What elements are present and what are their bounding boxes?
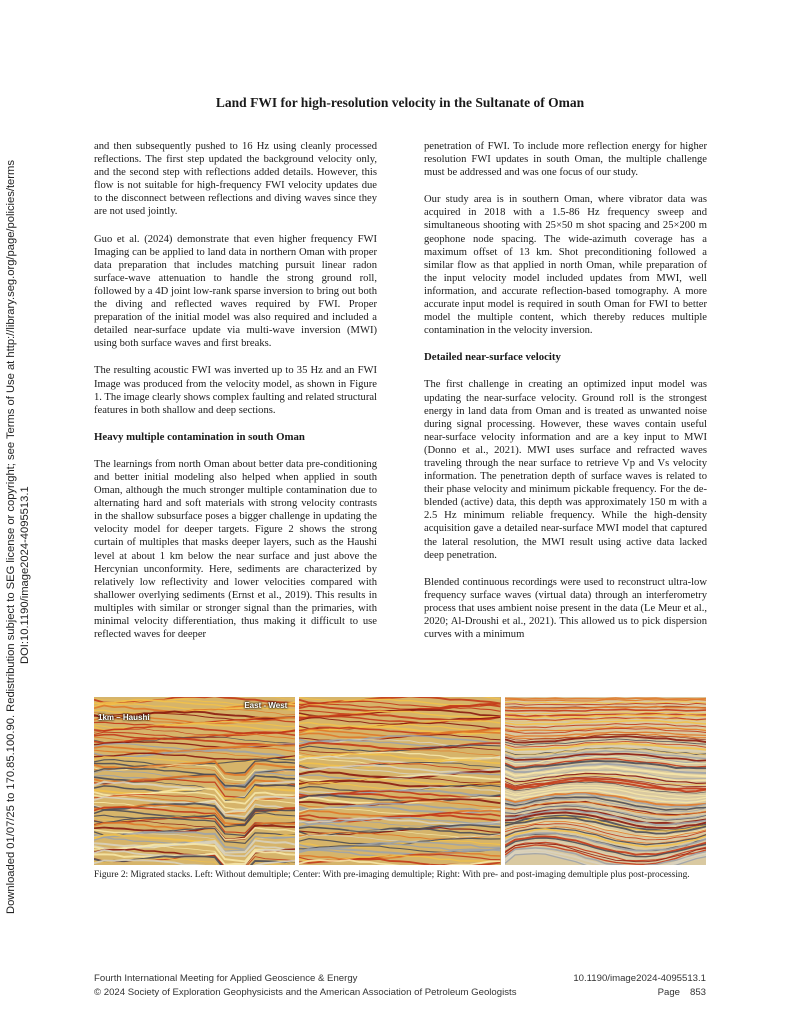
right-column: [424, 140, 707, 655]
paragraph: Blended continuous recordings were used to reconstruct ultra-low frequency surface waves (virtual data) through an interferometry process that uses ambient noise present in the data (Le Meur et al., 2020; Al-Droushi et al., 2021). This allowed us to pick dispersion curves with a minimum: [424, 576, 707, 641]
page-label: Page: [657, 987, 680, 998]
download-notice-line1: Downloaded 01/07/25 to 170.85.100.90. Redistribution subject to SEG license or copyright; see Terms of Use at http://library.seg.org/page/policies/terms: [5, 160, 17, 914]
seismic-panel-pre-imaging-demultiple: [299, 697, 500, 865]
figure-caption: Figure 2: Migrated stacks. Left: Without demultiple; Center: With pre-imaging demultiple; Right: With pre- and post-imaging demultiple plus post-processing.: [94, 870, 690, 880]
page-footer: [94, 972, 706, 1000]
paragraph: Guo et al. (2024) demonstrate that even higher frequency FWI Imaging can be applied to land data in northern Oman with proper data preparation that includes matching pursuit linear radon surface-wave attenuation to handle the strong ground roll, followed by a 4D joint low-rank sparse inversion to bring out both the diving and reflected waves required by FWI. Proper preparation of the initial model was also required and included a detailed near-surface update via multi-wave inversion (MWI) using both surface waves and first breaks.: [94, 233, 377, 350]
page-number: 853: [689, 987, 706, 998]
paragraph: The resulting acoustic FWI was inverted up to 35 Hz and an FWI Image was produced from the velocity model, as shown in Figure 1. The image clearly shows complex faulting and related structural features in both shallow and deep sections.: [94, 365, 377, 416]
paragraph: Our study area is in southern Oman, where vibrator data was acquired in 2018 with a 1.5-86 Hz frequency sweep and simultaneous shooting with 25×50 m shot spacing and 25×200 m geophone node spacing. The wide-azimuth coverage has a maximum offset of 13 km. Shot preconditioning followed a similar flow as that applied in north Oman, while preparation of the input velocity model included updates from MWI, well information, and accurate reflection-based tomography. A more accurate input model is required in south Oman for FWI to better model the multiple content, which thereby reduces multiple contamination in the velocity inversion.: [424, 194, 707, 337]
seismic-image: [299, 697, 500, 865]
page-number-block: [658, 986, 706, 1000]
seismic-image: [94, 697, 295, 865]
download-notice-doi: DOI:10.1190/image2024-4095513.1: [19, 486, 31, 664]
paragraph: penetration of FWI. To include more reflection energy for higher resolution FWI updates in south Oman, the multiple challenge must be addressed and was one focus of our study.: [424, 141, 707, 179]
section-heading: Heavy multiple contamination in south Oman: [94, 430, 305, 443]
page-title: Land FWI for high-resolution velocity in the Sultanate of Oman: [215, 95, 585, 110]
depth-label: 1km – Haushi: [98, 713, 150, 722]
left-column: [94, 140, 377, 655]
seismic-image: [505, 697, 706, 865]
conference-name: Fourth International Meeting for Applied Geoscience & Energy: [94, 973, 358, 984]
seismic-panel-without-demultiple: [94, 697, 295, 865]
paragraph: and then subsequently pushed to 16 Hz using cleanly processed reflections. The first step updated the background velocity only, and the second step with reflections added details. However, this flow is not suitable for high-frequency FWI velocity updates due to the disconnect between reflections and diving waves since they are not used jointly.: [94, 141, 377, 218]
copyright-text: © 2024 Society of Exploration Geophysicists and the American Association of Petroleum Geologists: [94, 987, 517, 998]
section-heading: Detailed near-surface velocity: [424, 351, 561, 364]
doi-text: 10.1190/image2024-4095513.1: [573, 973, 706, 984]
figure-2: [94, 697, 706, 865]
seismic-panel-post-imaging-demultiple: [505, 697, 706, 865]
download-notice: [4, 0, 48, 1035]
paragraph: The first challenge in creating an optimized input model was updating the near-surface velocity. Ground roll is the strongest energy in land data from Oman and is treated as unwanted noise during signal processing. However, these waves contain useful near-surface velocity information and are a key input to MWI (Donno et al., 2021). MWI uses surface and refracted waves traveling through the near surface to retrieve Vp and Vs velocity information. The penetration depth of surface waves is related to their phase velocity and minimum pickable frequency. For the de-blended (active) data, this depth was approximately 150 m with a 2.5 Hz minimum reliable frequency. While the high-density acquisition gave a detailed near-surface MWI model that captured the lateral resolution, the MWI result using active data lacked deep penetration.: [424, 379, 707, 561]
paragraph: The learnings from north Oman about better data pre-conditioning and better initial modeling also helped when applied in south Oman, although the much stronger multiple contamination due to alternating hard and soft materials with strong velocity contrasts in the shallow subsurface poses a bigger challenge in updating the velocity model for deeper targets. Figure 2 shows the strong curtain of multiples that masks deeper layers, such as the Haushi level at about 1 km below the near surface and just above the Hercynian unconformity. Here, sediments are characterized by relatively low reflectivity and lower velocities compared with shallower overlying sediments (Ernst et al., 2019). This results in multiples with similar or stronger signal than the primaries, with minimal velocity differentiation, thus making it difficult to use reflected waves for deeper: [94, 458, 377, 641]
direction-label: East - West: [244, 701, 288, 710]
